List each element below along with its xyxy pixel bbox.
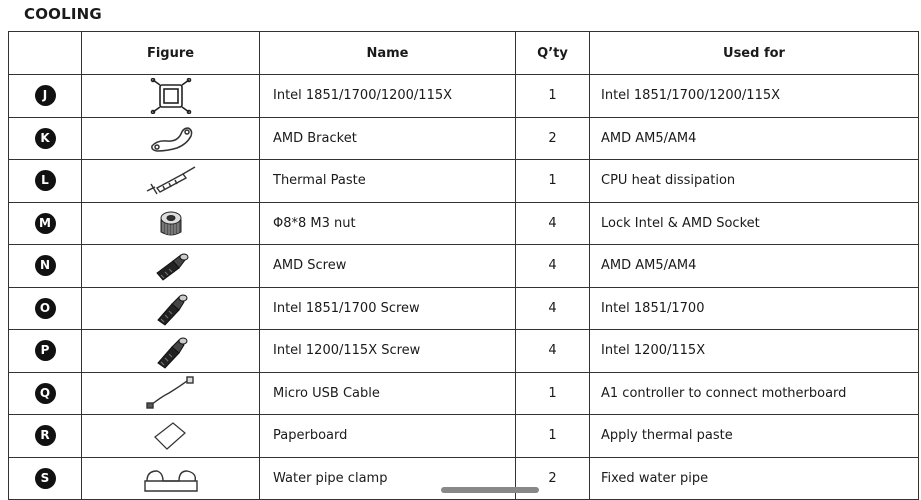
item-qty: 2: [516, 117, 590, 160]
item-name: Thermal Paste: [260, 160, 516, 203]
header-qty: Q’ty: [516, 32, 590, 75]
item-letter-badge: O: [35, 298, 56, 319]
intel-bracket-icon: [149, 88, 193, 103]
item-qty: 1: [516, 415, 590, 458]
item-used-for: A1 controller to connect motherboard: [590, 372, 919, 415]
item-qty: 1: [516, 160, 590, 203]
item-used-for: Intel 1200/115X: [590, 330, 919, 373]
table-row: [9, 245, 919, 288]
table-row: [9, 287, 919, 330]
header-figure: Figure: [82, 32, 260, 75]
table-row: [9, 160, 919, 203]
table-row: [9, 457, 919, 500]
table-row: [9, 117, 919, 160]
item-qty: 4: [516, 245, 590, 288]
item-name: Micro USB Cable: [260, 372, 516, 415]
amd-screw-icon: [151, 258, 191, 273]
item-letter-badge: M: [35, 213, 56, 234]
micro-usb-cable-icon: [143, 386, 199, 401]
item-used-for: Intel 1851/1700/1200/115X: [590, 75, 919, 118]
header-name: Name: [260, 32, 516, 75]
section-title: COOLING: [24, 5, 102, 23]
item-name: Intel 1851/1700/1200/115X: [260, 75, 516, 118]
item-qty: 4: [516, 287, 590, 330]
item-qty: 1: [516, 75, 590, 118]
item-letter-badge: P: [35, 340, 56, 361]
table-row: [9, 372, 919, 415]
item-qty: 4: [516, 202, 590, 245]
item-name: Intel 1200/115X Screw: [260, 330, 516, 373]
paperboard-icon: [151, 428, 191, 443]
item-used-for: Intel 1851/1700: [590, 287, 919, 330]
table-row: [9, 202, 919, 245]
item-letter-badge: S: [35, 468, 56, 489]
item-name: Water pipe clamp: [260, 457, 516, 500]
item-used-for: CPU heat dissipation: [590, 160, 919, 203]
table-row: [9, 75, 919, 118]
item-name: AMD Bracket: [260, 117, 516, 160]
m3-nut-icon: [155, 216, 187, 231]
item-used-for: AMD AM5/AM4: [590, 245, 919, 288]
item-used-for: AMD AM5/AM4: [590, 117, 919, 160]
item-name: Φ8*8 M3 nut: [260, 202, 516, 245]
horizontal-scrollbar-thumb[interactable]: [441, 487, 539, 493]
item-used-for: Apply thermal paste: [590, 415, 919, 458]
intel-screw-icon: [151, 343, 191, 358]
table-row: [9, 415, 919, 458]
amd-bracket-icon: [147, 131, 195, 146]
thermal-paste-syringe-icon: [143, 173, 199, 188]
item-qty: 2: [516, 457, 590, 500]
item-letter-badge: N: [35, 255, 56, 276]
item-letter-badge: J: [35, 85, 56, 106]
item-letter-badge: L: [35, 170, 56, 191]
header-used-for: Used for: [590, 32, 919, 75]
table-row: [9, 330, 919, 373]
item-letter-badge: K: [35, 128, 56, 149]
item-qty: 1: [516, 372, 590, 415]
item-name: Paperboard: [260, 415, 516, 458]
item-used-for: Lock Intel & AMD Socket: [590, 202, 919, 245]
header-letter: [9, 32, 82, 75]
accessory-table: [8, 31, 919, 500]
table-header-row: [9, 32, 919, 75]
item-qty: 4: [516, 330, 590, 373]
item-name: Intel 1851/1700 Screw: [260, 287, 516, 330]
item-letter-badge: Q: [35, 383, 56, 404]
item-letter-badge: R: [35, 425, 56, 446]
item-used-for: Fixed water pipe: [590, 457, 919, 500]
intel-screw-icon: [151, 301, 191, 316]
water-pipe-clamp-icon: [141, 471, 201, 486]
item-name: AMD Screw: [260, 245, 516, 288]
